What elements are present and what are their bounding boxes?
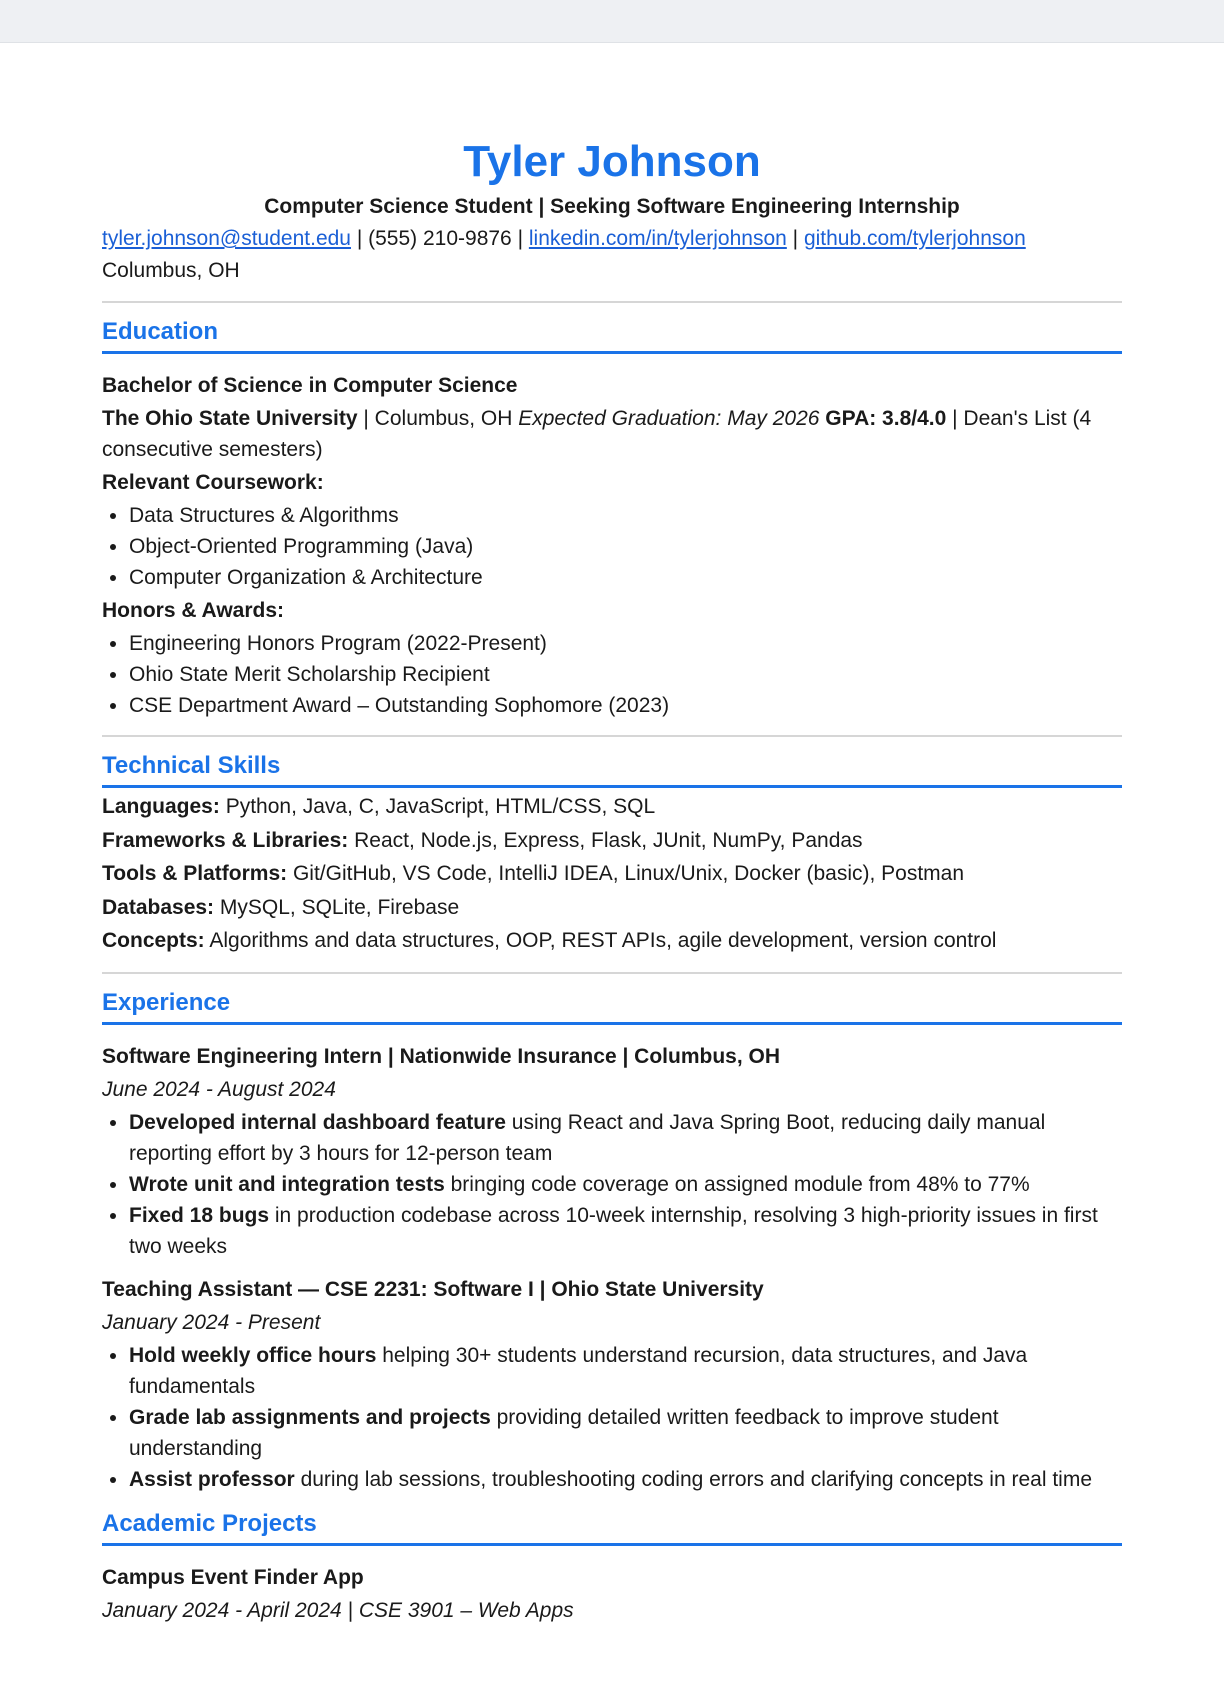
skill-row — [102, 891, 1122, 925]
separator: | — [351, 227, 369, 250]
job-title: Software Engineering Intern | Nationwide Insurance | Columbus, OH — [102, 1044, 780, 1068]
skill-label: Databases: — [102, 895, 215, 919]
list-item: • Ohio State Merit Scholarship Recipient — [129, 659, 1122, 690]
job-dates: June 2024 - August 2024 — [102, 1077, 336, 1101]
school-location: | Columbus, OH — [357, 407, 519, 430]
bullet-highlight: Hold weekly office hours — [129, 1343, 377, 1367]
email-link[interactable]: tyler.johnson@student.edu — [102, 227, 351, 250]
skill-value: Git/GitHub, VS Code, IntelliJ IDEA, Linux/Unix, Docker (basic), Postman — [287, 862, 965, 885]
school-name: The Ohio State University — [102, 407, 358, 430]
skill-row — [102, 857, 1122, 891]
gpa-note: | Dean's List (4 consecutive semesters) — [102, 407, 1092, 461]
job-dates: January 2024 - Present — [102, 1310, 321, 1334]
separator: | — [511, 227, 529, 250]
bullet-highlight: Grade lab assignments and projects — [129, 1405, 491, 1429]
list-item: • Engineering Honors Program (2022-Present) — [129, 628, 1122, 659]
bullet-text: helping 30+ students understand recursion, data structures, and Java fundamentals — [129, 1343, 1028, 1398]
candidate-name: Tyler Johnson — [463, 137, 761, 186]
bullet-text: using React and Java Spring Boot, reducing daily manual reporting effort by 3 hours for 12-person team — [129, 1110, 1046, 1165]
resume-page — [0, 42, 1224, 1681]
list-item — [129, 1200, 1122, 1262]
skill-value: Algorithms and data structures, OOP, REST APIs, agile development, version control — [204, 929, 997, 952]
honors-list — [102, 628, 1122, 721]
list-item: • CSE Department Award – Outstanding Sophomore (2023) — [129, 690, 1122, 721]
bullet-text: providing detailed written feedback to improve student understanding — [129, 1405, 999, 1460]
list-item: • Computer Organization & Architecture — [129, 562, 1122, 593]
skill-value: MySQL, SQLite, Firebase — [214, 895, 460, 919]
list-item: • Object-Oriented Programming (Java) — [129, 531, 1122, 562]
section-heading-education: Education — [102, 315, 1122, 354]
location: Columbus, OH — [102, 259, 240, 282]
list-item — [129, 1340, 1122, 1402]
contact-line — [102, 223, 1122, 255]
coursework-list — [102, 500, 1122, 593]
list-item — [129, 1464, 1122, 1495]
gpa: GPA: 3.8/4.0 — [825, 407, 947, 430]
section-heading-experience: Experience — [102, 986, 1122, 1025]
bullet-highlight: Assist professor — [129, 1467, 295, 1491]
bullet-highlight: Wrote unit and integration tests — [129, 1172, 445, 1196]
github-link[interactable]: github.com/tylerjohnson — [803, 227, 1026, 250]
list-item — [129, 1402, 1122, 1464]
divider — [102, 301, 1122, 303]
honors-label: Honors & Awards: — [102, 599, 285, 622]
phone: (555) 210-9876 — [368, 227, 512, 250]
bullet-text: in production codebase across 10-week internship, resolving 3 high-priority issues in first two weeks — [129, 1203, 1098, 1258]
skill-label: Concepts: — [102, 929, 205, 952]
project-title: Campus Event Finder App — [102, 1565, 364, 1589]
section-heading-projects: Academic Projects — [102, 1507, 1122, 1546]
skill-label: Tools & Platforms: — [102, 862, 288, 885]
divider — [102, 735, 1122, 737]
skill-label: Frameworks & Libraries: — [102, 828, 349, 852]
resume-content — [102, 137, 1122, 1628]
skill-row — [102, 924, 1122, 958]
list-item — [129, 1169, 1122, 1200]
degree-title: Bachelor of Science in Computer Science — [102, 374, 518, 397]
job-bullets — [102, 1107, 1122, 1262]
school-line — [102, 403, 1122, 465]
list-item — [129, 1107, 1122, 1169]
job-bullets — [102, 1340, 1122, 1495]
bullet-text: during lab sessions, troubleshooting coding errors and clarifying concepts in real time — [294, 1467, 1092, 1491]
skill-value: React, Node.js, Express, Flask, JUnit, NumPy, Pandas — [348, 828, 863, 852]
bullet-highlight: Developed internal dashboard feature — [129, 1110, 506, 1134]
skill-row — [102, 790, 1122, 824]
coursework-label: Relevant Coursework: — [102, 471, 324, 494]
list-item: • Data Structures & Algorithms — [129, 500, 1122, 531]
linkedin-link[interactable]: linkedin.com/in/tylerjohnson — [528, 227, 787, 250]
skill-label: Languages: — [102, 795, 220, 818]
graduation-date: Expected Graduation: May 2026 — [518, 407, 820, 430]
section-heading-skills: Technical Skills — [102, 749, 1122, 788]
job-title: Teaching Assistant — CSE 2231: Software I | Ohio State University — [102, 1277, 764, 1301]
bullet-text: bringing code coverage on assigned module from 48% to 77% — [444, 1172, 1030, 1196]
skill-value: Python, Java, C, JavaScript, HTML/CSS, SQL — [219, 795, 656, 818]
bullet-highlight: Fixed 18 bugs — [129, 1203, 270, 1227]
separator: | — [786, 227, 804, 250]
divider — [102, 972, 1122, 974]
candidate-subtitle: Computer Science Student | Seeking Software Engineering Internship — [264, 195, 960, 218]
project-dates: January 2024 - April 2024 | CSE 3901 – Web Apps — [102, 1598, 574, 1622]
skill-row — [102, 824, 1122, 858]
